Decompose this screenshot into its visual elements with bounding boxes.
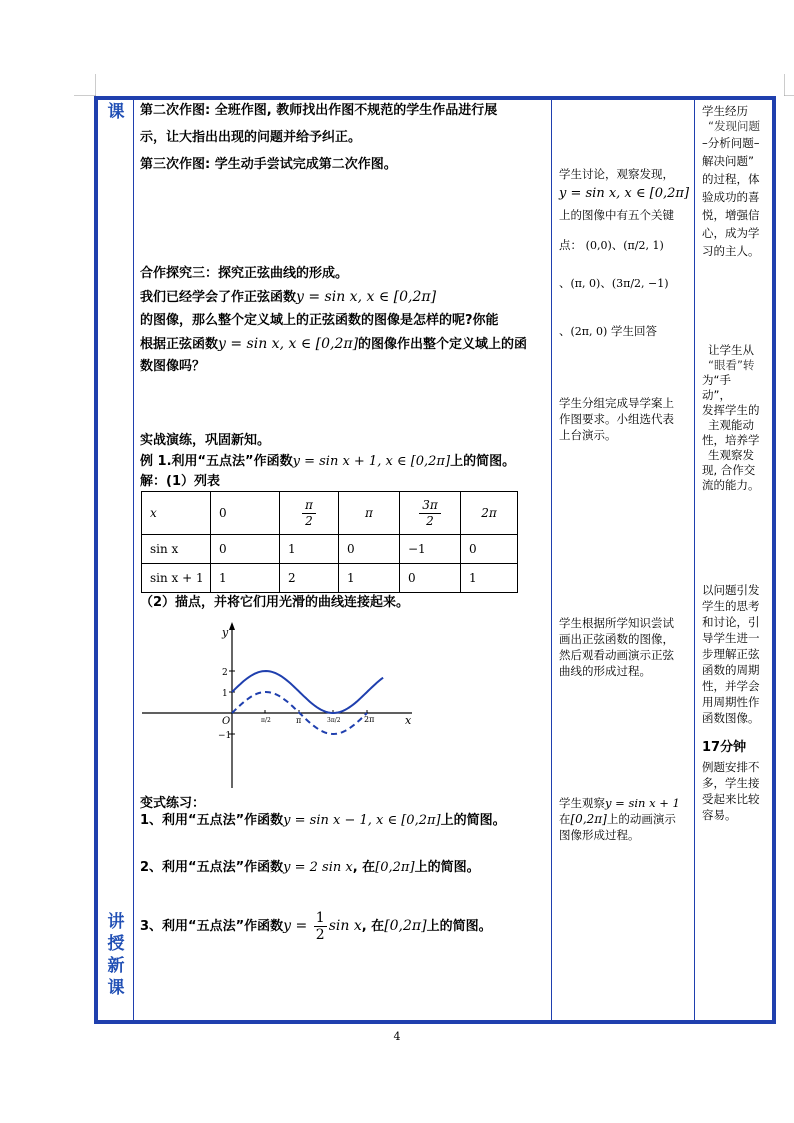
separator: 、 xyxy=(600,276,612,290)
variant-3-rhs: sin x xyxy=(328,918,362,934)
table-cell: sin x xyxy=(142,535,211,564)
x-label-2pi: 2π xyxy=(364,715,375,724)
y-label-minus-1: −1 xyxy=(218,731,232,741)
intent-line: –分析问题– xyxy=(702,136,760,150)
table-cell xyxy=(280,492,339,535)
variant-2-mid: , 在 xyxy=(352,860,376,875)
intent-line: 以问题引发 xyxy=(702,583,760,597)
table-row xyxy=(142,492,518,535)
table-cell: 0 xyxy=(400,564,461,593)
table-cell: 1 xyxy=(211,564,280,593)
intent-line: 性，并学会 xyxy=(702,679,760,693)
activity-c-line-4: 曲线的形成过程。 xyxy=(559,664,651,678)
fraction-denominator: 2 xyxy=(315,927,325,943)
paragraph-4-text: 我们已经学会了作正弦函数 xyxy=(140,290,297,305)
variant-2-text: 2、利用“五点法”作函数 xyxy=(140,860,284,875)
intent-line: 生观察发 xyxy=(708,448,754,462)
intent-line: 发挥学生的 xyxy=(702,403,760,417)
activity-d-text-3: 上的动画演示 xyxy=(606,812,676,826)
separator: 、 xyxy=(559,324,571,338)
intent-line: 函数图像。 xyxy=(702,711,760,725)
crop-mark-top-right xyxy=(784,74,794,96)
intent-line: 悦，增强信 xyxy=(702,208,760,222)
variant-3 xyxy=(140,903,492,949)
intent-line: 学生的思考 xyxy=(702,599,760,613)
intent-line: 函数的周期 xyxy=(702,663,760,677)
activity-c-line-3: 然后观看动画演示正弦 xyxy=(559,648,674,662)
table-cell: sin x + 1 xyxy=(142,564,211,593)
practice-title: 实战演练，巩固新知。 xyxy=(140,433,271,448)
x-label-3pi-2: 3π/2 xyxy=(327,717,341,724)
page-number: 4 xyxy=(393,1030,401,1043)
activity-a-line-1: 学生讨论，观察发现， xyxy=(559,167,674,181)
table-cell: 1 xyxy=(339,564,400,593)
key-point-2: (π/2, 1) xyxy=(623,239,664,252)
intent-line: 步理解正弦 xyxy=(702,647,760,661)
variant-1 xyxy=(140,812,506,830)
activity-d-line-2 xyxy=(559,812,676,827)
variant-2-tail: 上的简图。 xyxy=(414,860,480,875)
y-axis-label: y xyxy=(222,626,229,639)
example-1 xyxy=(140,453,515,471)
separator: 、 xyxy=(559,276,571,290)
formula-sin-domain: y = sin x, x ∈ [0,2π] xyxy=(296,289,437,305)
activity-c-line-1: 学生根据所学知识尝试 xyxy=(559,616,674,630)
example-1-formula: y = sin x + 1, x ∈ [0,2π] xyxy=(292,454,451,469)
variant-3-fraction xyxy=(314,910,327,943)
variant-title: 变式练习： xyxy=(140,796,206,811)
paragraph-6 xyxy=(140,335,527,354)
fraction: $\frac{\pi}{2}$ xyxy=(302,498,316,529)
intent-line: 心，成为学 xyxy=(702,226,760,240)
intent-line: 例题安排不 xyxy=(702,760,760,774)
sin-plus-1-curve xyxy=(232,671,383,713)
paragraph-6-tail: 的图像作出整个定义域上的函 xyxy=(358,337,528,352)
time-allocation: 17分钟 xyxy=(702,740,747,755)
paragraph-2: 第三次作图: 学生动手尝试完成第二次作图。 xyxy=(140,157,397,172)
x-axis-label: x xyxy=(405,714,412,727)
activity-a-line-3: 上的图像中有五个关键 xyxy=(559,208,674,222)
table-row xyxy=(142,564,518,593)
paragraph-1-line-2: 示，让大指出出现的问题并给予纠正。 xyxy=(140,130,362,145)
variant-1-text: 1、利用“五点法”作函数 xyxy=(140,813,284,828)
paragraph-1-line-1: 第二次作图: 全班作图, 教师找出作图不规范的学生作品进行展 xyxy=(140,103,498,118)
intent-line: 习的主人。 xyxy=(702,244,760,258)
variant-3-tail: 上的简图。 xyxy=(426,919,492,934)
variant-3-mid: , 在 xyxy=(361,919,385,934)
activity-c-line-2: 画出正弦函数的图像， xyxy=(559,632,674,646)
table-cell: π xyxy=(339,492,400,535)
activity-a-formula xyxy=(559,186,689,201)
key-point-5: (2π, 0) xyxy=(570,325,608,338)
activity-b-line-1: 学生分组完成导学案上 xyxy=(559,396,674,410)
side-label-bottom-2: 授 xyxy=(107,934,125,954)
intent-line: 验成功的喜 xyxy=(702,190,760,204)
x-label-pi-2: π/2 xyxy=(261,717,271,724)
formula-sin-domain-2: y = sin x, x ∈ [0,2π] xyxy=(218,336,359,352)
activity-d-line-1 xyxy=(559,796,680,811)
table-cell: 1 xyxy=(280,535,339,564)
intent-line: 导学生进一 xyxy=(702,631,760,645)
intent-line: 现, 合作交 xyxy=(702,463,756,477)
y-label-1: 1 xyxy=(222,689,228,699)
intent-line: 动”， xyxy=(702,388,731,402)
solution-step-1: 解：(1）列表 xyxy=(140,474,220,489)
points-label: 点： xyxy=(559,238,582,252)
intent-line: 和讨论，引 xyxy=(702,615,760,629)
x-label-pi: π xyxy=(296,716,302,725)
intent-line: 学生经历 xyxy=(702,104,748,118)
activity-d-line-3: 图像形成过程。 xyxy=(559,828,640,842)
variant-3-range: [0,2π] xyxy=(384,918,427,934)
intent-d xyxy=(702,759,772,823)
activity-d-text: 学生观察 xyxy=(559,796,605,810)
intent-line: 让学生从 xyxy=(708,343,754,357)
side-label-bottom-1: 讲 xyxy=(107,912,125,932)
origin-label: O xyxy=(222,716,231,727)
example-1-text: 例 1.利用“五点法”作函数 xyxy=(140,454,293,469)
example-1-tail: 上的简图。 xyxy=(450,454,516,469)
table-cell: 2 xyxy=(280,564,339,593)
activity-d-range: [0,2π] xyxy=(570,812,607,826)
intent-line: 多，学生接 xyxy=(702,776,760,790)
y-label-2: 2 xyxy=(222,668,228,678)
table-cell: 0 xyxy=(339,535,400,564)
table-cell xyxy=(400,492,461,535)
side-label-top: 课 xyxy=(107,102,125,122)
intent-line: 性，培养学 xyxy=(702,433,760,447)
variant-3-text: 3、利用“五点法”作函数 xyxy=(140,919,284,934)
variant-2 xyxy=(140,859,480,877)
variant-1-tail: 上的简图。 xyxy=(440,813,506,828)
column-divider-1 xyxy=(133,99,134,1021)
activity-a-formula-text: y = sin x, x ∈ [0,2π] xyxy=(559,186,690,201)
variant-3-lhs: y = xyxy=(283,918,308,934)
intent-line: 容易。 xyxy=(702,808,737,822)
intent-line: 的过程，体 xyxy=(702,172,760,186)
table-cell: 0 xyxy=(461,535,518,564)
table-cell: x xyxy=(142,492,211,535)
section-title-explore: 合作探究三：探究正弦曲线的形成。 xyxy=(140,266,349,281)
table-cell: 1 xyxy=(461,564,518,593)
column-divider-2 xyxy=(551,99,552,1021)
activity-d-text-2: 在 xyxy=(559,812,571,826)
intent-line: 解决问题” xyxy=(702,154,754,168)
paragraph-7: 数图像吗？ xyxy=(140,359,206,374)
variant-1-formula: y = sin x − 1, x ∈ [0,2π] xyxy=(283,813,441,828)
side-label-bottom-4: 课 xyxy=(107,978,125,998)
table-row xyxy=(142,535,518,564)
intent-c xyxy=(702,582,772,726)
variant-2-formula: y = 2 sin x xyxy=(283,860,353,875)
intent-line: 受起来比较 xyxy=(702,792,760,806)
fraction-numerator: 1 xyxy=(315,910,325,926)
intent-line: 为“手 xyxy=(702,373,731,387)
activity-b-line-2: 作图要求。小组选代表 xyxy=(559,412,674,426)
key-point-1: (0,0) xyxy=(585,239,612,252)
intent-line: 用周期性作 xyxy=(702,695,760,709)
y-axis-arrow xyxy=(229,622,235,630)
activity-a-points-row-3 xyxy=(559,318,657,345)
solution-step-2: （2）描点，并将它们用光滑的曲线连接起来。 xyxy=(140,595,410,610)
activity-a-points-row-1 xyxy=(559,232,664,259)
paragraph-5: 的图像，那么整个定义域上的正弦函数的图像是怎样的呢?你能 xyxy=(140,313,499,328)
key-point-4: (3π/2, −1) xyxy=(611,277,669,290)
intent-line: 流的能力。 xyxy=(702,478,760,492)
fraction: $\frac{3\pi}{2}$ xyxy=(419,498,441,529)
intent-a xyxy=(702,104,772,260)
paragraph-6-text: 根据正弦函数 xyxy=(140,337,219,352)
crop-mark-top-left xyxy=(74,74,96,96)
column-divider-3 xyxy=(694,99,695,1021)
table-cell: −1 xyxy=(400,535,461,564)
intent-line: 主观能动 xyxy=(708,418,754,432)
table-cell: 2π xyxy=(461,492,518,535)
table-cell: 0 xyxy=(211,535,280,564)
value-table xyxy=(141,491,518,593)
separator: 、 xyxy=(611,238,624,252)
table-cell: 0 xyxy=(211,492,280,535)
side-label-bottom-3: 新 xyxy=(107,956,125,976)
activity-b-line-3: 上台演示。 xyxy=(559,428,617,442)
intent-line: “眼看”转 xyxy=(708,358,755,372)
intent-line: “发现问题 xyxy=(708,119,760,133)
activity-a-points-row-2 xyxy=(559,270,669,297)
key-point-3: (π, 0) xyxy=(570,277,601,290)
paragraph-4 xyxy=(140,288,436,307)
variant-2-range: [0,2π] xyxy=(375,860,415,875)
activity-d-formula: y = sin x + 1 xyxy=(605,796,680,810)
intent-b xyxy=(702,343,772,493)
sine-graph xyxy=(140,618,420,790)
student-answer-label: 学生回答 xyxy=(610,324,657,338)
